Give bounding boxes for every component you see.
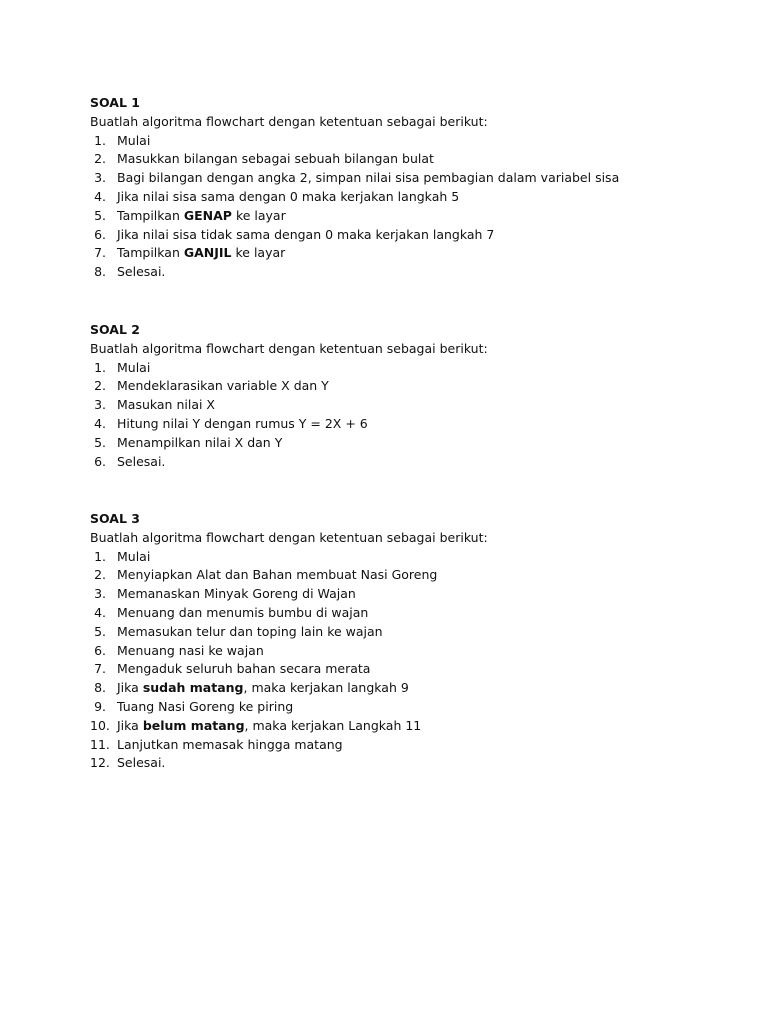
step-text-part: Lanjutkan memasak hingga matang	[117, 736, 343, 752]
soal-intro: Buatlah algoritma flowchart dengan ketentuan sebagai berikut:	[90, 113, 488, 129]
step-text-part: Memasukan telur dan toping lain ke wajan	[117, 623, 383, 639]
step-text	[117, 454, 165, 469]
step-text	[117, 264, 165, 279]
step-number: 8.	[94, 264, 106, 280]
step-text-part: Selesai.	[117, 755, 166, 771]
list-item	[90, 150, 710, 169]
step-text-part: Hitung nilai Y dengan rumus Y = 2X + 6	[117, 415, 368, 431]
step-number: 8.	[94, 680, 106, 696]
step-text	[117, 416, 368, 431]
step-text-part: Bagi bilangan dengan angka 2, simpan nilai sisa pembagian dalam variabel sisa	[117, 170, 620, 186]
step-text-part: Menuang nasi ke wajan	[117, 642, 264, 658]
list-item	[90, 679, 710, 698]
soal-intro: Buatlah algoritma flowchart dengan ketentuan sebagai berikut:	[90, 340, 488, 356]
list-item	[90, 359, 710, 378]
step-text-part: Jika nilai sisa sama dengan 0 maka kerjakan langkah 5	[117, 188, 460, 204]
list-item	[90, 244, 710, 263]
step-text-part: Selesai.	[117, 264, 166, 280]
step-text	[117, 624, 383, 639]
step-number: 4.	[94, 415, 106, 431]
step-number: 4.	[94, 604, 106, 620]
list-item	[90, 585, 710, 604]
step-text-part: , maka kerjakan Langkah 11	[244, 717, 422, 733]
soal-title: SOAL 2	[90, 322, 140, 337]
list-item	[90, 226, 710, 245]
step-text	[117, 755, 165, 770]
list-item	[90, 453, 710, 472]
bold-keyword: sudah matang	[142, 680, 244, 696]
list-item	[90, 132, 710, 151]
soal-section	[90, 321, 710, 471]
step-text	[117, 586, 356, 601]
step-number: 6.	[94, 226, 106, 242]
step-text	[117, 643, 264, 658]
step-number: 12.	[90, 755, 110, 771]
step-number: 3.	[94, 170, 106, 186]
bold-keyword: GENAP	[183, 207, 232, 223]
step-text-part: Jika	[117, 680, 143, 696]
step-text-part: Mulai	[117, 359, 151, 375]
step-text-part: Masukan nilai X	[117, 397, 215, 413]
step-number: 1.	[94, 359, 106, 375]
step-text-part: ke layar	[231, 245, 286, 261]
step-text	[117, 680, 409, 695]
step-text-part: Menuang dan menumis bumbu di wajan	[117, 604, 369, 620]
step-text	[117, 435, 282, 450]
list-item	[90, 660, 710, 679]
list-item	[90, 434, 710, 453]
list-item	[90, 548, 710, 567]
list-item	[90, 188, 710, 207]
step-number: 7.	[94, 245, 106, 261]
list-item	[90, 396, 710, 415]
step-text-part: Jika nilai sisa tidak sama dengan 0 maka kerjakan langkah 7	[117, 226, 495, 242]
step-text	[117, 133, 150, 148]
step-text-part: Mulai	[117, 548, 151, 564]
step-text	[117, 661, 370, 676]
bold-keyword: GANJIL	[183, 245, 232, 261]
step-number: 5.	[94, 623, 106, 639]
step-text-part: Tampilkan	[117, 245, 184, 261]
step-text	[117, 227, 494, 242]
step-number: 2.	[94, 567, 106, 583]
step-text-part: Menampilkan nilai X dan Y	[117, 434, 283, 450]
soal-title: SOAL 3	[90, 511, 140, 526]
step-text-part: , maka kerjakan langkah 9	[243, 680, 409, 696]
step-text	[117, 567, 437, 582]
list-item	[90, 698, 710, 717]
list-item	[90, 207, 710, 226]
list-item	[90, 415, 710, 434]
list-item	[90, 263, 710, 282]
list-item	[90, 736, 710, 755]
list-item	[90, 169, 710, 188]
step-text	[117, 737, 343, 752]
step-text	[117, 549, 150, 564]
step-text-part: Masukkan bilangan sebagai sebuah bilangan bulat	[117, 151, 434, 167]
step-number: 1.	[94, 132, 106, 148]
soal-intro: Buatlah algoritma flowchart dengan ketentuan sebagai berikut:	[90, 529, 488, 545]
step-text-part: Menyiapkan Alat dan Bahan membuat Nasi Goreng	[117, 567, 438, 583]
step-list	[90, 548, 710, 774]
step-number: 2.	[94, 151, 106, 167]
step-text	[117, 605, 368, 620]
step-number: 10.	[90, 717, 110, 733]
soal-title: SOAL 1	[90, 95, 140, 110]
step-text-part: ke layar	[231, 207, 286, 223]
step-text-part: Memanaskan Minyak Goreng di Wajan	[117, 586, 356, 602]
step-text	[117, 699, 293, 714]
list-item	[90, 642, 710, 661]
list-item	[90, 377, 710, 396]
step-text	[117, 189, 459, 204]
step-text	[117, 170, 619, 185]
step-text	[117, 208, 286, 223]
step-text-part: Tuang Nasi Goreng ke piring	[117, 698, 294, 714]
step-text	[117, 151, 434, 166]
list-item	[90, 604, 710, 623]
soal-section	[90, 94, 710, 282]
bold-keyword: belum matang	[142, 717, 245, 733]
list-item	[90, 717, 710, 736]
step-text-part: Selesai.	[117, 453, 166, 469]
step-number: 11.	[90, 736, 110, 752]
step-number: 6.	[94, 453, 106, 469]
soal-section	[90, 510, 710, 773]
list-item	[90, 566, 710, 585]
step-number: 5.	[94, 207, 106, 223]
step-number: 3.	[94, 586, 106, 602]
step-number: 6.	[94, 642, 106, 658]
step-text-part: Mendeklarasikan variable X dan Y	[117, 378, 329, 394]
step-number: 3.	[94, 397, 106, 413]
step-number: 5.	[94, 434, 106, 450]
step-text-part: Tampilkan	[117, 207, 184, 223]
step-text	[117, 245, 285, 260]
step-text	[117, 378, 329, 393]
step-text-part: Mengaduk seluruh bahan secara merata	[117, 661, 371, 677]
step-number: 9.	[94, 698, 106, 714]
step-number: 4.	[94, 188, 106, 204]
step-list	[90, 359, 710, 472]
step-text	[117, 718, 421, 733]
list-item	[90, 623, 710, 642]
step-number: 2.	[94, 378, 106, 394]
step-text-part: Jika	[117, 717, 143, 733]
list-item	[90, 754, 710, 773]
step-text	[117, 360, 150, 375]
step-number: 1.	[94, 548, 106, 564]
step-text	[117, 397, 215, 412]
step-number: 7.	[94, 661, 106, 677]
step-text-part: Mulai	[117, 132, 151, 148]
step-list	[90, 132, 710, 282]
